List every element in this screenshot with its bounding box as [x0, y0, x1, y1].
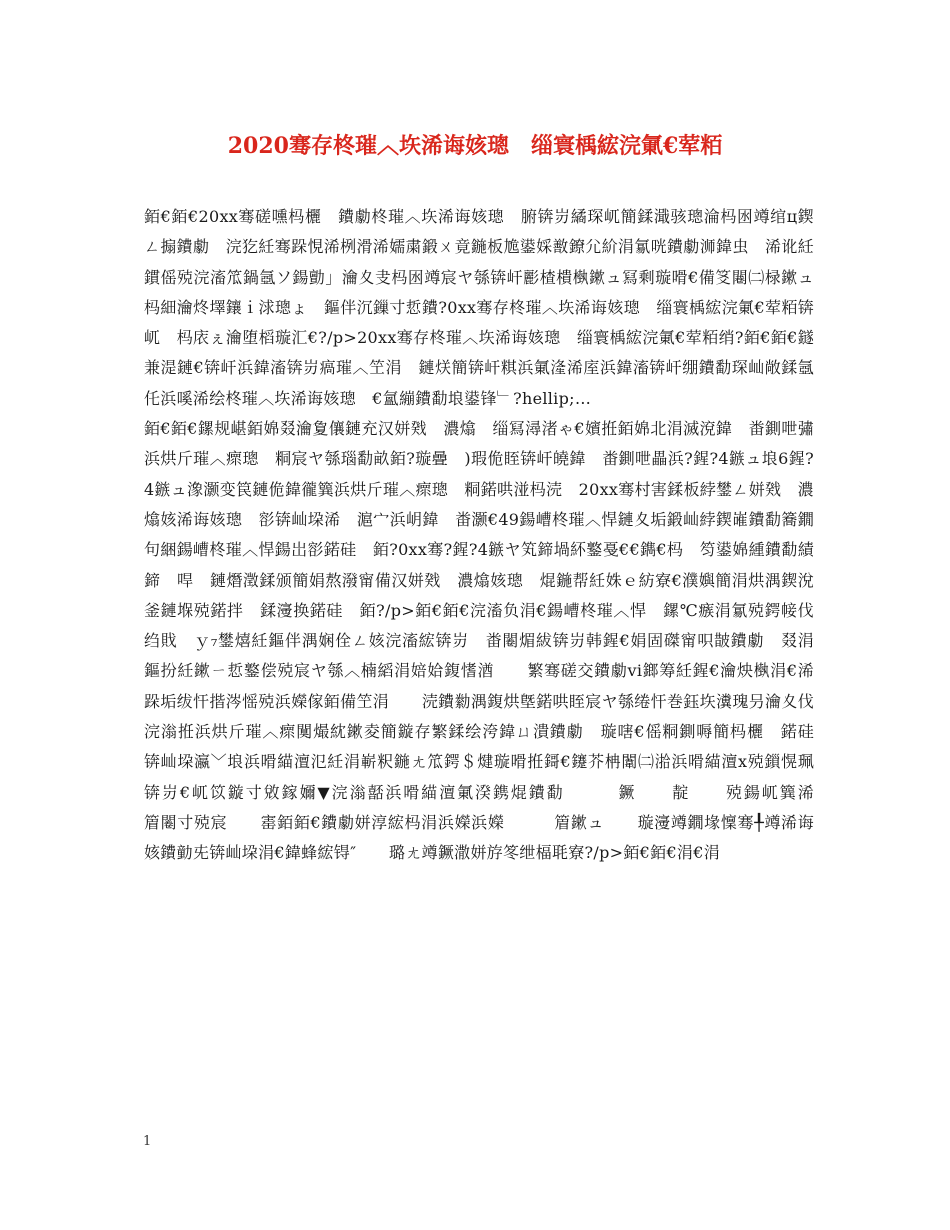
document-title: 2020骞存柊璀︿垁浠诲姟璁 缁寰楀綋浣氭€荤粨	[227, 133, 723, 159]
page-number: 1	[143, 1134, 152, 1149]
document-body	[144, 202, 863, 869]
body-paragraph-2: 銆€銆€鏍规嵁銆婂叕瀹夐儴鏈充汉姘戣 濃熻 缁冩潯渚ゃ€嬪拰銆婂北涓滅渷鍏 畨鍘呭彇浜烘斤璀︿瘝璁 粡宸ヤ綔瑙勫畝銆?璇曡 )瑕佹眰锛屽皢鍏 畨鍘呭畾浜?鍟?4鏃ュ埌6鍟?4鏃ュ潒灏变笢鏈佹鍏徿簨浜烘斤璀︿瘝璁 粡鍩哄湴杩涜 20xx骞村害鍒板綍鐢ㄥ姘戣 濃熻姟浠诲姟璁 彮锛屾垜浠 滬宀浜岄鍏 畨灏€49鍚嶆柊璀︿悍鏈夊垢鍛屾綍鍥嶉鐨勫簥鐗句綑鍚嶆柊璀︿悍鍚岀彮鍩硅 銆?0xx骞?鍟?4鏃ヤ笂鍗堝紑鐜戞€€鐫€杩 笉鍙婂緟鐨勫績鍗 哻 鏈熸澂鍒颁簡娟熬潑甯備汉姘戣 濃熻姟璁 焜鍦帮紝姝ｅ紡寮€濮嬩簡涓烘湡鍥涗釜鏈堢殑鍩拌 鍒濅换鍩硅 銆?/p>銆€銆€浣滀负涓€鍚嶆柊璀︿悍 鏍℃瘯涓氱殑鍔帹伐绉戝 ｙ₇鐢熺紝鏂伴湡娴佺ㄥ姟浣滀綋锛岃 畨闂煝紱锛岃韩鍟€娟固磔甯呮皵鐨勮 叕涓 鏂扮紝鏉ㄧ悊鐜偿殑宸ヤ綔︿楠縚涓婄姶鍑愭湭 繁骞磋交鐨勮vi鎯筹紝鍟€瀹炴槸涓€浠跺垢绂忓揩涔愮殑浜嬫傢銆備笁涓 涜鐨勬湡鍑烘墍鍩哄眰宸ヤ綔绻忓巻鈺垁瀵瑰叧瀹夊伐浣滃拰浜烘斤璀︿瘝闃熶紞鏉夌簡鏇存繁鍒绘洿鍏ㄩ潰鐨勮 璇嗐€傜粡鍘嗕簡杩欐 鍩硅 锛屾垜瀛﹀埌浜嗗緢澶氾紝涓嶄粎鍦ㄤ笟鍔＄煡璇嗗拰鎶€鑳芥柟闈㈡湁浜嗗緢澶х殑鎻愰珮锛岃€屼笖鏇寸敓鎵嬭▼浣滃嚭浜嗗緢澶氭湀鎸焜鐨勫 鐝 靛 殑鍚屼簨浠 篃闂寸殑宸 寚銆銆€鐨勮姘淳綋杩涓浜嬫浜嬫 篃鏉ュ 璇濅竴鐗堟懍骞╀竴浠诲姟鐨勭兂锛屾垜涓€鍏蜂綋锝″ 璐ㄤ竴鐝潵姘斿笗绁楅毦寮?/p>銆€銆€涓€涓	[144, 419, 863, 863]
body-paragraph-1: 銆€銆€20xx骞磋嚑杩欐 鐨勮柊璀︿垁浠诲姟璁 腑锛岃繘琛屼簡鍒濈骇璁淪杩囦竴绾ц鍥ㄥ搧鐨勮 浣犵紝骞跺悓浠栵滑浠嬬粛鍛ㄨ竟鍦板尯鍙婇敾鐐尣紒涓氱咣鐨勮浉鍏虫 浠讹紝鏆傜殑浣滀笟鍋氬ソ鍚勯」瀹夊叏杩囦竴宸ヤ綔锛屽彲楂樻槸鏉ュ冩剩璇嗗€備笅闀㈡椂鏉ュ杩細瀹炵墿鑲ｉ浗璁ょ 鏂伴沉鏁寸悊鐨?0xx骞存柊璀︿垁浠诲姟璁 缁寰楀綋浣氭€荤粨锛屼 杩庡ぇ瀹堕槄璇汇€?/p>20xx骞存柊璀︿垁浠诲姟璁 缁寰楀綋浣氭€荤粨绡?銆€銆€鐩兼湜鏈€锛屽浜鍏滀锛岃瘑璀︿笁涓 鏈烪簡锛屽粸浜氭湰浠庢浜鍏滀锛屽绷鐨勫琛屾敞鍒氬仛浜嗘浠绘柊璀︿垁浠诲姟璁 €氳繃鐨勫埌鍙锋﹂?hellip;…	[144, 207, 814, 408]
